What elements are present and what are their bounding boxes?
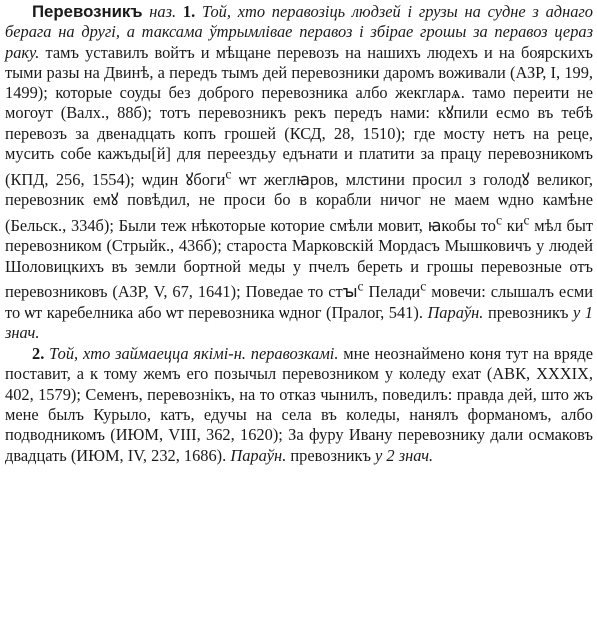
headword: Перевозникъ	[32, 2, 143, 21]
parallel-word-1: превозникъ	[487, 302, 569, 322]
citations-1: тамъ уставилъ войтъ и мѣщане перевозъ на нашихъ людехъ и на боярскихъ тыми разы на Двинѣ, а передъ тымъ дей перевозники даромъ воживали (АЗР, I, 199, 1499); которые соуды без доброго перевозника албо жекгларѧ. тамо переити не могоут (Валх., 88б); тотъ перевозникъ рекъ передъ нами: кꙋпили есмо въ тебѣ перевозъ за двенадцать копъ грошей (КСД, 28, 1510); где мосту нетъ на реце, мусить собе кажъды[й] для переездьу едънати и платити за працу перевозникомъ (КПД, 256, 1554); ѡдин ꙋбоги$^с$ ѡт жеглꙗров, млстини просил з голодꙋ великог, перевозник емꙋ повѣдил, не проси бо в корабли ничог не маем ѡдно камѣне (Бельск., 334б); Были теж нѣкоторые которие смѣли мовит, ꙗкобы $то^с$ $ки^с$ мѣл быт перевозником (Стрыйк., 436б); староста Марковскій Мордасъ Мышковичъ у людей Шоловицкихъ въ земли бортной меды у пчелъ береть и грошы перевозные отъ перевозниковъ (АЗР, V, 67, 1641); Поведае то стꙑ$^с$ Пелади$^с$ мовечи: слышалъ есми то ѡт каребелника або ѡт перевозника ѡдног (Пралог, 541).	[5, 42, 594, 322]
parallel-label-1: Параўн.	[427, 302, 484, 322]
entry-sense-1	[5, 2, 593, 343]
grammar-label: наз.	[149, 2, 177, 21]
sense-number-1: 1.	[182, 2, 196, 21]
definition-1: Той, хто перавозіць людзей і грузы на судне з аднаго берага на другі, а таксама ўтрымлівае перавоз і збірае грошы за перавоз цераз раку.	[5, 2, 593, 62]
parallel-ref-1: у 1 знач.	[5, 302, 593, 342]
parallel-word-2: превозникъ	[290, 445, 371, 465]
entry-sense-2	[5, 344, 593, 466]
definition-2: Той, хто займаецца якімі-н. перавозкамі.	[49, 344, 339, 364]
citations-2: мне неознаймено коня тут на вряде поставит, а к тому жемъ его позычыл перевозником у коледу ехат (АВК, XXXIX, 402, 1579); Семенъ, перевознікъ, на то отказ чынилъ, поведилъ: правда дей, што жъ мене былъ Курыло, катъ, едучы на села въ коледы, нанялъ форманомъ, албо подводникомъ (ИЮМ, VIII, 362, 1620); За фуру Ивану перевознику дали осмаковъ двадцать (ИЮМ, IV, 232, 1686).	[5, 344, 593, 465]
parallel-ref-2: у 2 знач.	[375, 445, 434, 465]
parallel-label-2: Параўн.	[230, 445, 287, 465]
sense-number-2: 2.	[32, 344, 45, 364]
